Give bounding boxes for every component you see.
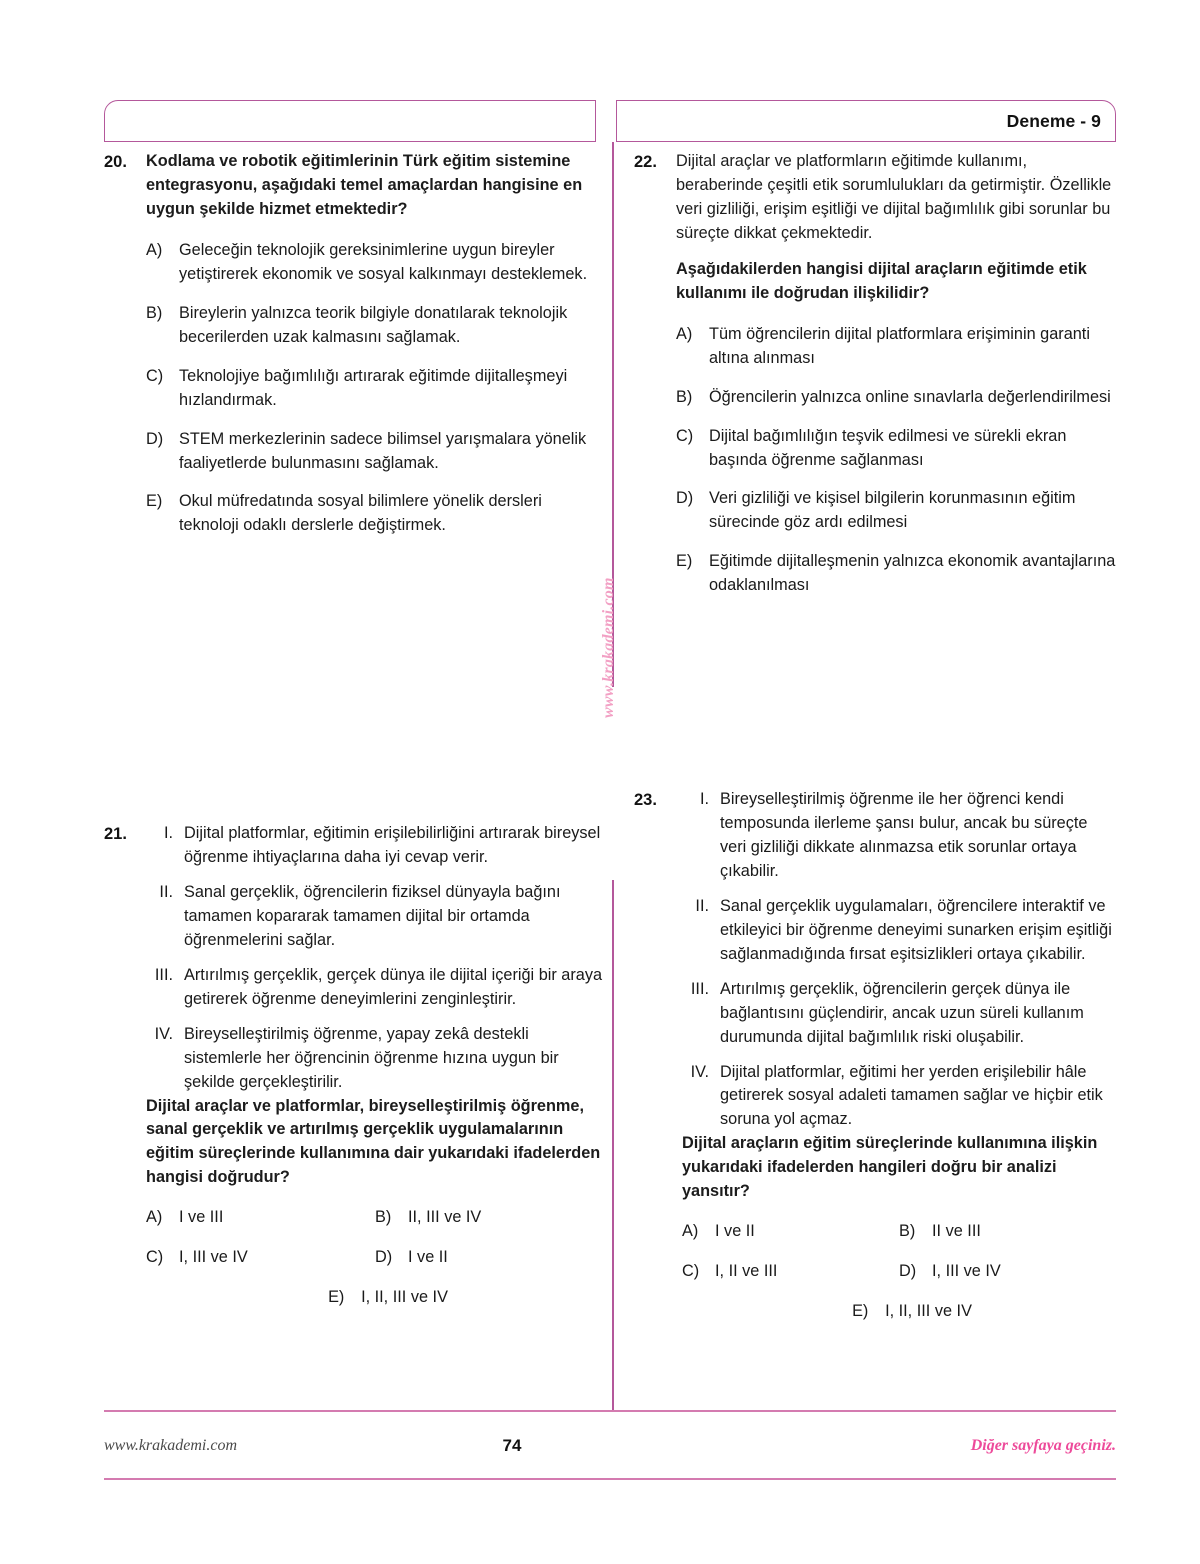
- option-text: I, II, III ve IV: [361, 1288, 448, 1307]
- option-letter: B): [375, 1208, 392, 1227]
- option-item[interactable]: [146, 302, 596, 350]
- statement-label: IV.: [690, 1062, 709, 1081]
- option-text: I ve II: [408, 1248, 448, 1267]
- statement-text: Dijital platformlar, eğitimi her yerden erişilebilir hâle getirerek sosyal adaleti tamamen sağlar ve hiçbir etik soruna yol açmaz.: [720, 1062, 1103, 1129]
- option-item[interactable]: [146, 1206, 375, 1230]
- question-23-number: 23.: [634, 791, 657, 809]
- statement-item: [682, 1061, 1116, 1133]
- header-box-right: [616, 100, 1116, 142]
- column-divider-lower: [612, 880, 614, 1410]
- statement-text: Bireyselleştirilmiş öğrenme ile her öğrenci kendi temposunda ilerleme şansı bulur, ancak bu süreçte veri gizliliği dikkate alınmazsa etik sorunlar ortaya çıkabilir.: [720, 790, 1088, 880]
- option-text: I ve III: [179, 1208, 224, 1227]
- option-item[interactable]: [676, 386, 1116, 410]
- option-letter: A): [676, 324, 693, 343]
- header-box-left: [104, 100, 596, 142]
- option-letter: C): [676, 426, 694, 445]
- statement-text: Sanal gerçeklik, öğrencilerin fiziksel dünyayla bağını tamamen kopararak tamamen dijital bir ortamda öğrenmelerini sağlar.: [184, 882, 561, 949]
- statement-item: [146, 822, 604, 870]
- option-item[interactable]: [682, 1220, 899, 1244]
- page-header: [104, 100, 1116, 142]
- footer-rule-top: [104, 1410, 1116, 1412]
- option-letter: D): [375, 1248, 393, 1267]
- question-20: [104, 150, 596, 538]
- next-page-note: Diğer sayfaya geçiniz.: [970, 1437, 1116, 1454]
- option-letter: E): [328, 1288, 345, 1307]
- option-letter: E): [676, 552, 693, 571]
- option-text: STEM merkezlerinin sadece bilimsel yarışmalara yönelik faaliyetlerde bulunmasını sağlamak.: [179, 429, 587, 472]
- option-item[interactable]: [676, 487, 1116, 535]
- option-letter: D): [899, 1262, 917, 1281]
- option-letter: A): [146, 1208, 163, 1227]
- option-item[interactable]: [676, 323, 1116, 371]
- statement-label: I.: [163, 824, 173, 842]
- page-footer: [104, 1424, 1116, 1468]
- option-letter: B): [146, 303, 163, 322]
- column-left-upper: [104, 150, 596, 538]
- statement-label: III.: [690, 979, 709, 998]
- option-letter: A): [146, 240, 163, 259]
- statement-text: Dijital platformlar, eğitimin erişilebilirliğini artırarak bireysel öğrenme ihtiyaçlarına daha iyi cevap verir.: [184, 824, 601, 866]
- watermark-text: www.krakademi.com: [600, 577, 617, 718]
- footer-website: www.krakademi.com: [104, 1437, 238, 1454]
- option-item[interactable]: [375, 1246, 604, 1270]
- question-22: [634, 150, 1116, 598]
- option-text: Eğitimde dijitalleşmenin yalnızca ekonomik avantajlarına odaklanılması: [709, 552, 1116, 595]
- question-23: [634, 788, 1116, 1324]
- option-item[interactable]: [682, 1300, 1116, 1324]
- option-item[interactable]: [146, 365, 596, 413]
- option-letter: B): [676, 387, 693, 406]
- option-text: Geleceğin teknolojik gereksinimlerine uygun bireyler yetiştirerek ekonomik ve sosyal kalkınmayı desteklemek.: [179, 240, 588, 283]
- question-21: [104, 822, 604, 1310]
- option-item[interactable]: [146, 428, 596, 476]
- option-item[interactable]: [146, 1246, 375, 1270]
- page-number: 74: [502, 1436, 522, 1455]
- statement-label: IV.: [154, 1024, 173, 1043]
- statement-label: I.: [699, 790, 709, 808]
- statement-text: Artırılmış gerçeklik, öğrencilerin gerçek dünya ile bağlantısını güçlendirir, ancak uzun süreli kullanım durumunda dijital bağımlılık riski oluşabilir.: [720, 979, 1084, 1046]
- question-21-prompt: Dijital araçlar ve platformlar, bireyselleştirilmiş öğrenme, sanal gerçeklik ve artırılmış gerçeklik uygulamalarının eğitim süreçlerinde kullanımına dair yukarıdaki ifadelerden hangisi doğrudur?: [146, 1096, 601, 1187]
- option-letter: D): [676, 489, 694, 508]
- question-22-number: 22.: [634, 153, 657, 171]
- question-21-statements: [146, 822, 604, 1095]
- question-21-number: 21.: [104, 825, 127, 843]
- exam-title: Deneme - 9: [1006, 110, 1101, 131]
- option-text: II ve III: [932, 1222, 981, 1241]
- question-23-prompt: Dijital araçların eğitim süreçlerinde kullanımına ilişkin yukarıdaki ifadelerden hangileri doğru bir analizi yansıtır?: [682, 1134, 1098, 1201]
- statement-label: II.: [159, 882, 173, 901]
- question-22-prompt: Aşağıdakilerden hangisi dijital araçların eğitimde etik kullanımı ile doğrudan ilişkilidir?: [676, 259, 1087, 302]
- option-text: Bireylerin yalnızca teorik bilgiyle donatılarak teknolojik becerilerden uzak kalmasını sağlamak.: [179, 303, 568, 346]
- question-20-number: 20.: [104, 153, 127, 171]
- option-item[interactable]: [146, 490, 596, 538]
- option-text: I ve II: [715, 1222, 755, 1241]
- statement-item: [682, 978, 1116, 1050]
- option-item[interactable]: [899, 1260, 1116, 1284]
- option-text: I, II ve III: [715, 1262, 778, 1281]
- option-item[interactable]: [146, 239, 596, 287]
- statement-label: II.: [695, 896, 709, 915]
- question-22-options: [676, 323, 1116, 599]
- option-text: Veri gizliliği ve kişisel bilgilerin korunmasının eğitim sürecinde göz ardı edilmesi: [709, 489, 1076, 532]
- question-20-stem: Kodlama ve robotik eğitimlerinin Türk eğitim sistemine entegrasyonu, aşağıdaki temel amaçlardan hangisine en uygun şekilde hizmet etmektedir?: [146, 152, 583, 218]
- option-text: Tüm öğrencilerin dijital platformlara erişiminin garanti altına alınması: [709, 324, 1090, 367]
- option-text: Teknolojiye bağımlılığı artırarak eğitimde dijitalleşmeyi hızlandırmak.: [179, 366, 568, 409]
- option-text: Öğrencilerin yalnızca online sınavlarla değerlendirilmesi: [709, 387, 1111, 406]
- option-item[interactable]: [899, 1220, 1116, 1244]
- option-text: I, II, III ve IV: [885, 1302, 972, 1321]
- statement-item: [682, 788, 1116, 884]
- column-right-upper: [634, 150, 1116, 598]
- statement-text: Sanal gerçeklik uygulamaları, öğrencilere interaktif ve etkileyici bir öğrenme deneyimi sunarken erişim eşitliği sağlanmadığında fırsat eşitsizlikleri ortaya çıkabilir.: [720, 896, 1112, 963]
- option-item[interactable]: [146, 1286, 604, 1310]
- option-letter: A): [682, 1222, 699, 1241]
- footer-rule-bottom: [104, 1478, 1116, 1480]
- option-text: I, III ve IV: [179, 1248, 248, 1267]
- option-text: I, III ve IV: [932, 1262, 1001, 1281]
- statement-text: Bireyselleştirilmiş öğrenme, yapay zekâ destekli sistemlerle her öğrencinin öğrenme hızına uygun bir şekilde gerçekleştirilir.: [184, 1024, 559, 1091]
- column-right-lower: [634, 788, 1116, 1324]
- option-letter: E): [146, 492, 163, 511]
- option-item[interactable]: [676, 550, 1116, 598]
- question-20-options: [146, 239, 596, 539]
- statement-item: [682, 895, 1116, 967]
- option-letter: C): [682, 1262, 700, 1281]
- statement-label: III.: [154, 965, 173, 984]
- option-letter: C): [146, 1248, 164, 1267]
- option-item[interactable]: [682, 1260, 899, 1284]
- option-letter: E): [852, 1302, 869, 1321]
- question-23-options: [682, 1220, 1116, 1324]
- option-text: Okul müfredatında sosyal bilimlere yönelik dersleri teknoloji odaklı derslerle değiştirmek.: [179, 492, 542, 535]
- statement-text: Artırılmış gerçeklik, gerçek dünya ile dijital içeriği bir araya getirerek öğrenme deneyimlerini zenginleştirir.: [184, 965, 603, 1008]
- option-letter: C): [146, 366, 164, 385]
- column-left-lower: [104, 822, 604, 1310]
- statement-item: [146, 881, 604, 953]
- option-letter: B): [899, 1222, 916, 1241]
- question-21-options: [146, 1206, 604, 1310]
- question-22-stem: Dijital araçlar ve platformların eğitimde kullanımı, beraberinde çeşitli etik sorumlulukları da getirmiştir. Özellikle veri gizliliği, erişim eşitliği ve dijital bağımlılık gibi sorunlar bu süreçte dikkat çekmektedir.: [676, 152, 1112, 242]
- option-letter: D): [146, 429, 164, 448]
- statement-item: [146, 964, 604, 1012]
- option-text: II, III ve IV: [408, 1208, 482, 1227]
- option-item[interactable]: [375, 1206, 604, 1230]
- statement-item: [146, 1023, 604, 1095]
- question-23-statements: [682, 788, 1116, 1132]
- option-text: Dijital bağımlılığın teşvik edilmesi ve sürekli ekran başında öğrenme sağlanması: [709, 426, 1067, 469]
- option-item[interactable]: [676, 425, 1116, 473]
